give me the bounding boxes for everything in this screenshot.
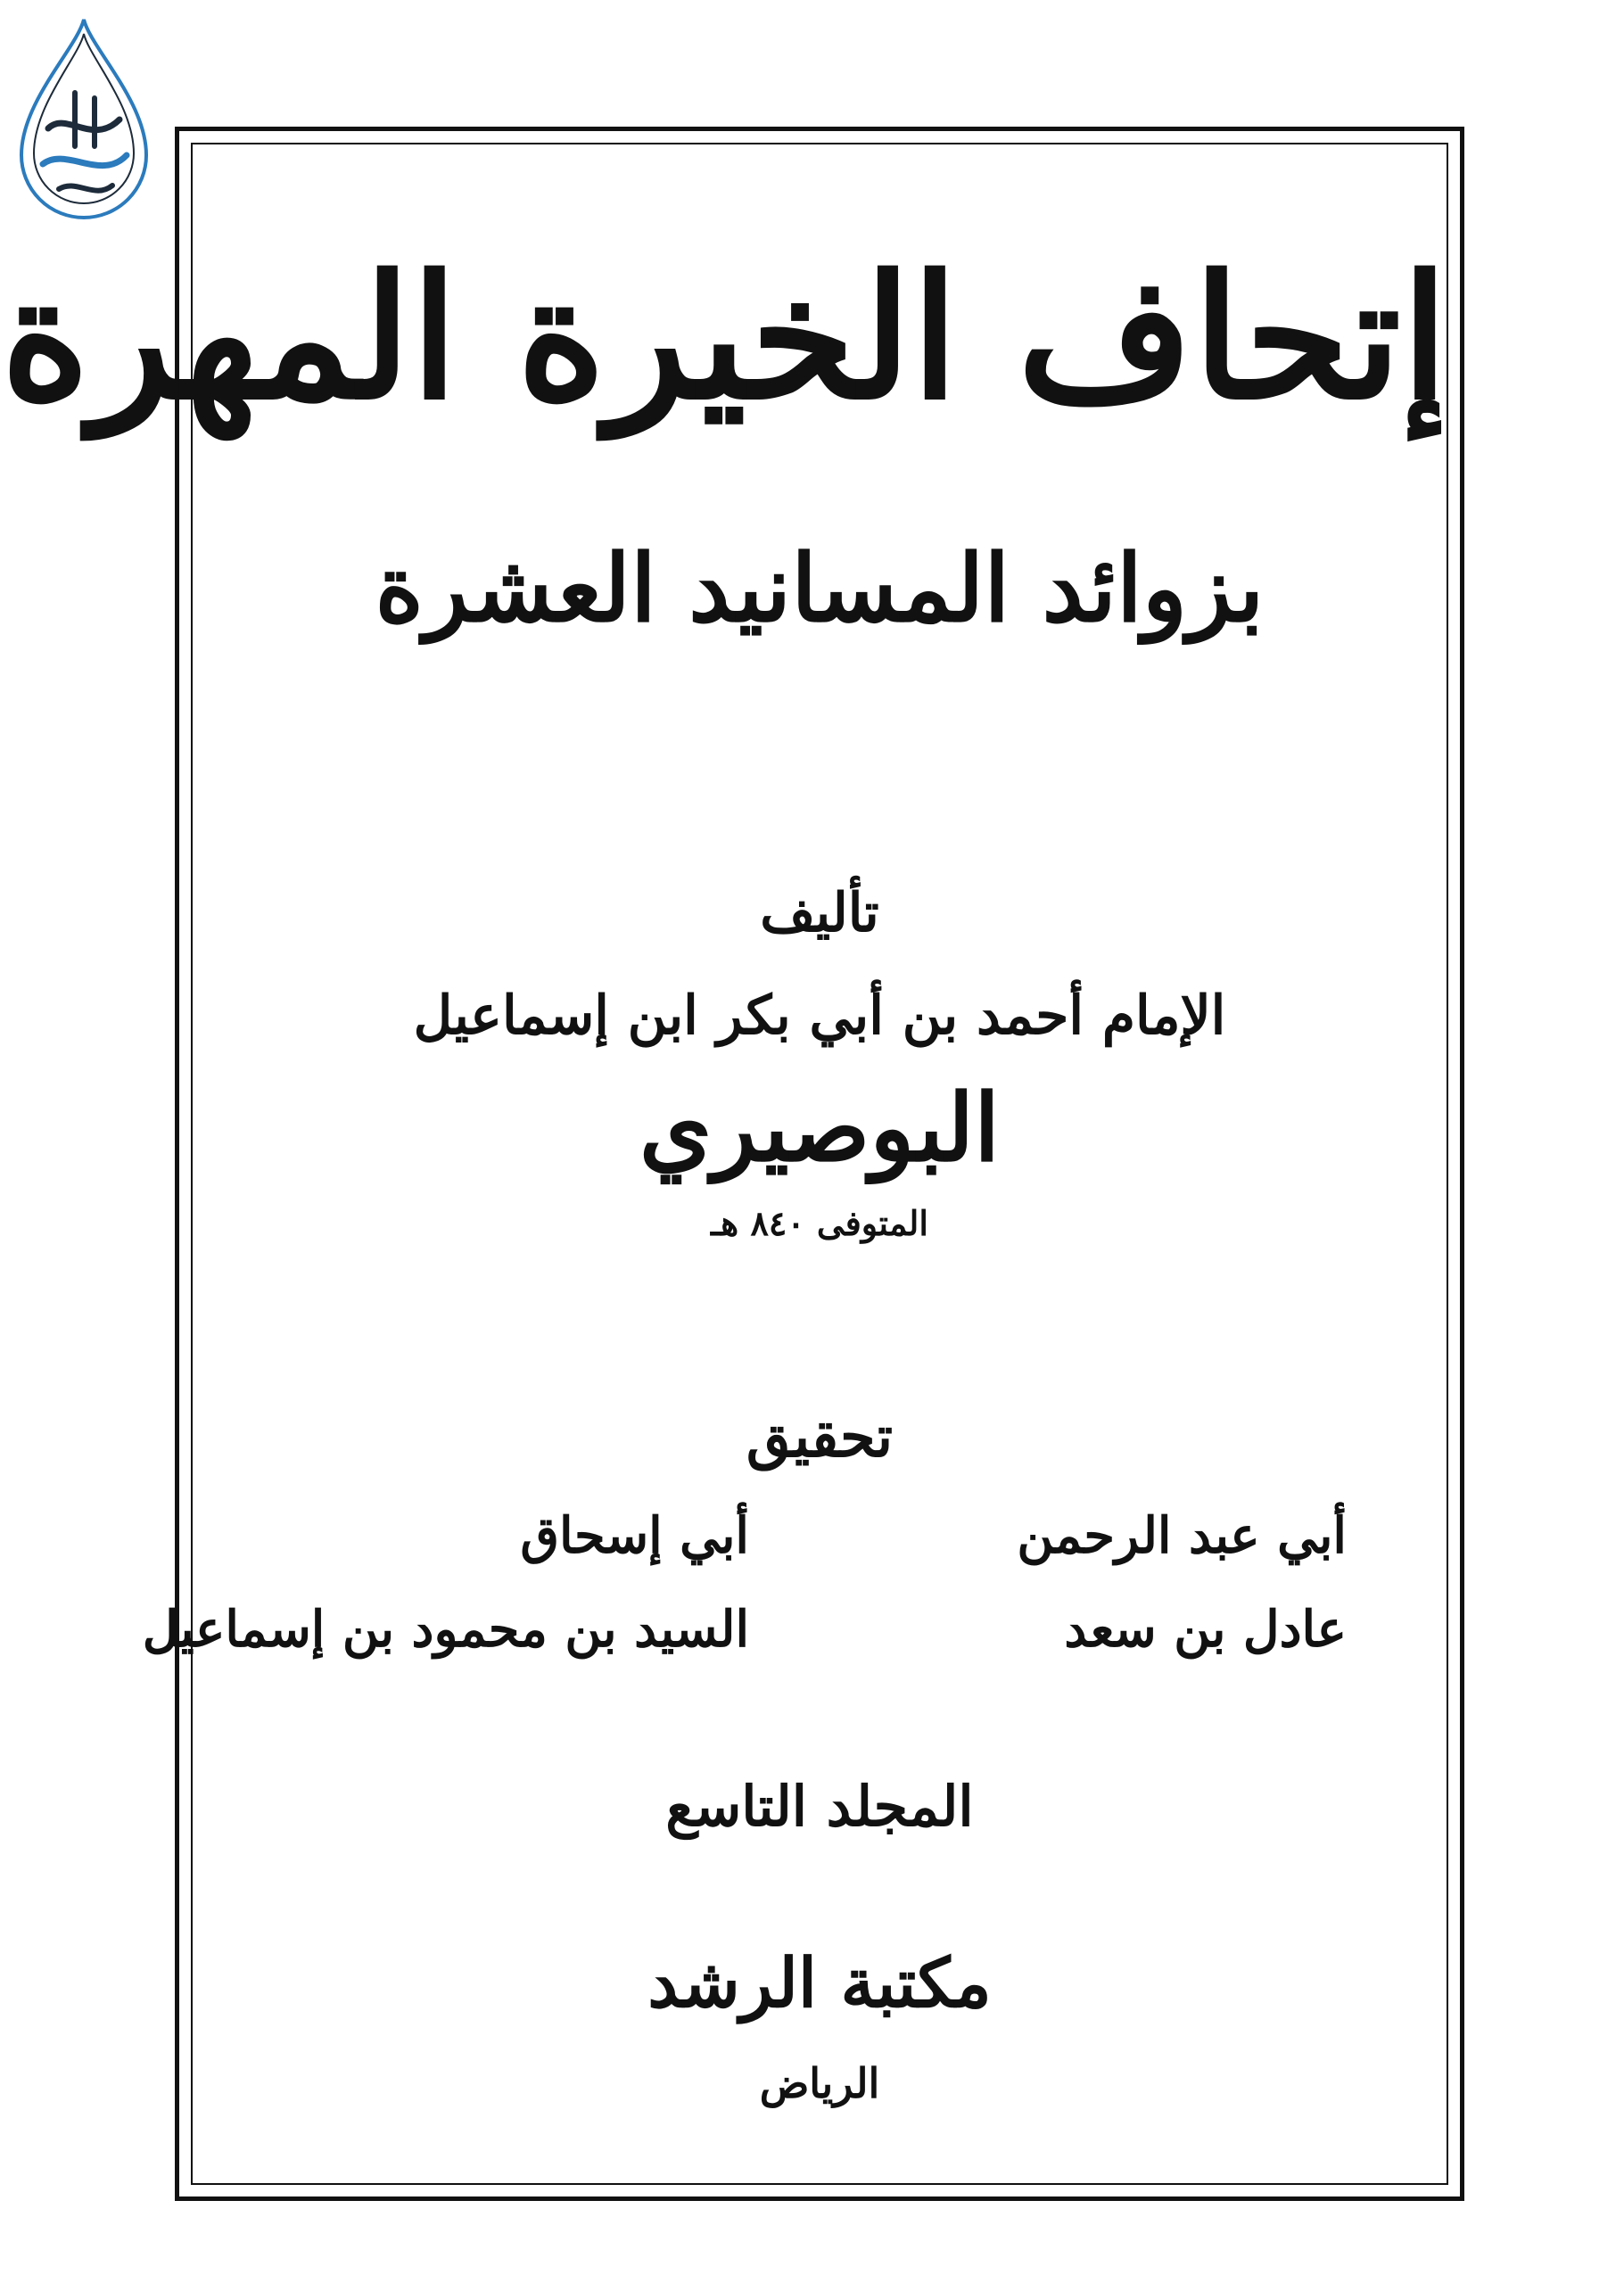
volume-label: المجلد التاسع	[665, 1774, 974, 1839]
book-title: إتحاف الخيرة المهرة	[1, 238, 1448, 437]
tahqiq-label: تحقيق	[746, 1404, 894, 1471]
author-nisba: البوصيري	[639, 1073, 1001, 1183]
publisher-city: الرياض	[759, 2059, 880, 2107]
book-subtitle: بزوائد المسانيد العشرة	[375, 533, 1265, 643]
editor-2-name: السيد بن محمود بن إسماعيل	[142, 1600, 749, 1659]
author-death-date: المتوفى ٨٤٠ هـ	[711, 1203, 928, 1243]
publisher-name: مكتبة الرشد	[647, 1943, 992, 2023]
editor-2-kunya: أبي إسحاق	[520, 1506, 749, 1565]
author-full-name: الإمام أحمد بن أبي بكر ابن إسماعيل	[413, 985, 1226, 1047]
editor-1-kunya: أبي عبد الرحمن	[1017, 1506, 1347, 1565]
editor-1-name: عادل بن سعد	[1064, 1600, 1347, 1659]
calligraphy-teardrop-logo-icon	[12, 12, 155, 227]
authored-by-label: تأليف	[760, 882, 879, 944]
